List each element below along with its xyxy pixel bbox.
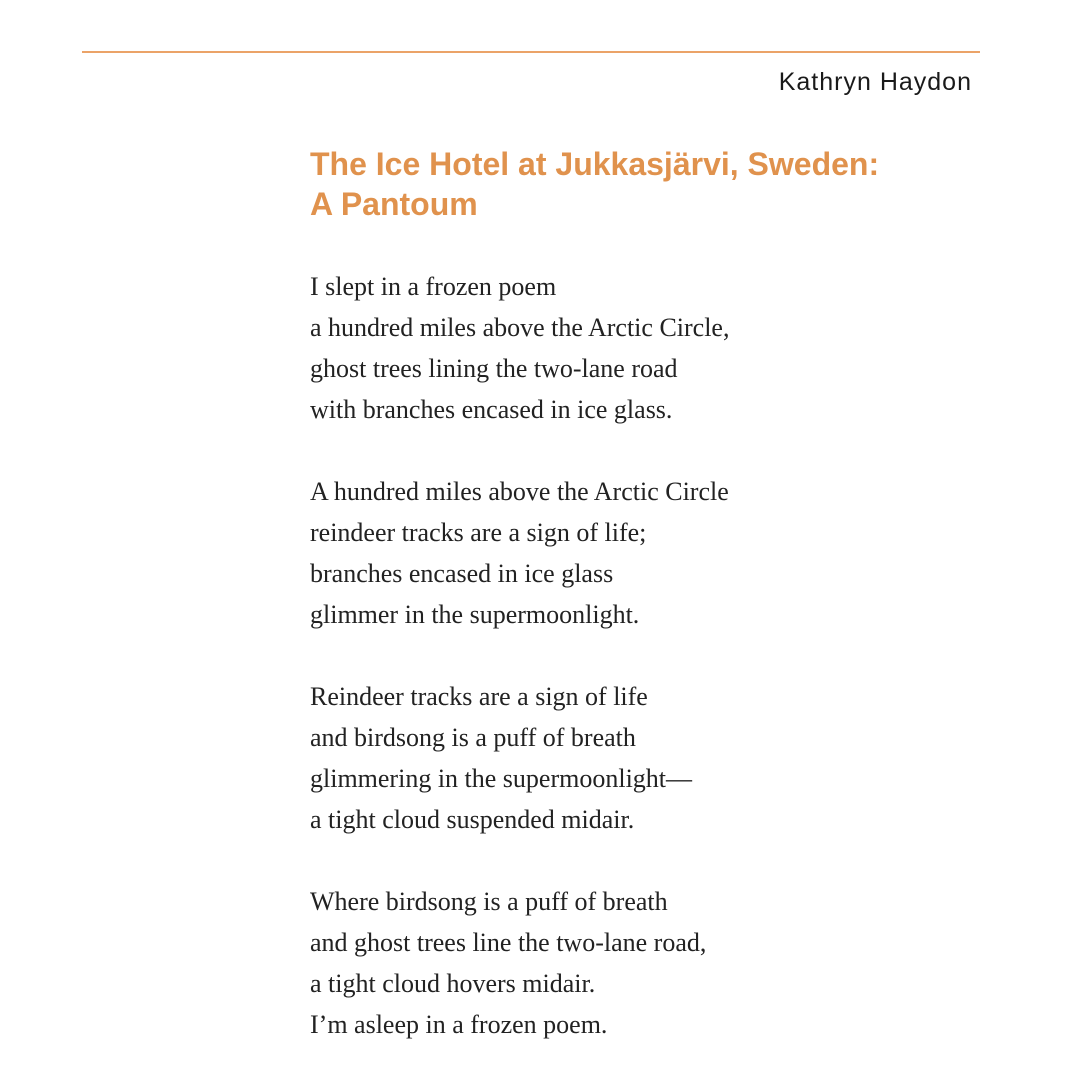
poem-line: reindeer tracks are a sign of life; [310, 518, 647, 547]
poem-title [310, 144, 1010, 224]
poem-line: Where birdsong is a puff of breath [310, 887, 668, 916]
poem-line: I’m asleep in a frozen poem. [310, 1010, 608, 1039]
poem-line: and ghost trees line the two-lane road, [310, 928, 707, 957]
poem-line: a hundred miles above the Arctic Circle, [310, 313, 730, 342]
poem-body [310, 266, 930, 1086]
poem-line: a tight cloud hovers midair. [310, 969, 596, 998]
poem-title-line-2: A Pantoum [310, 186, 478, 222]
stanza-3 [310, 676, 930, 840]
author-name: Kathryn Haydon [778, 68, 972, 96]
poem-line: and birdsong is a puff of breath [310, 723, 636, 752]
poem-line: Reindeer tracks are a sign of life [310, 682, 648, 711]
poem-line: a tight cloud suspended midair. [310, 805, 635, 834]
poem-line: A hundred miles above the Arctic Circle [310, 477, 729, 506]
stanza-4 [310, 881, 930, 1045]
poem-line: I slept in a frozen poem [310, 272, 557, 301]
poem-line: glimmer in the supermoonlight. [310, 600, 640, 629]
poem-line: glimmering in the supermoonlight— [310, 764, 693, 793]
header-rule [82, 51, 980, 53]
stanza-1 [310, 266, 930, 430]
poem-line: with branches encased in ice glass. [310, 395, 673, 424]
poem-line: branches encased in ice glass [310, 559, 614, 588]
stanza-2 [310, 471, 930, 635]
poem-title-line-1: The Ice Hotel at Jukkasjärvi, Sweden: [310, 146, 880, 182]
poem-line: ghost trees lining the two-lane road [310, 354, 678, 383]
